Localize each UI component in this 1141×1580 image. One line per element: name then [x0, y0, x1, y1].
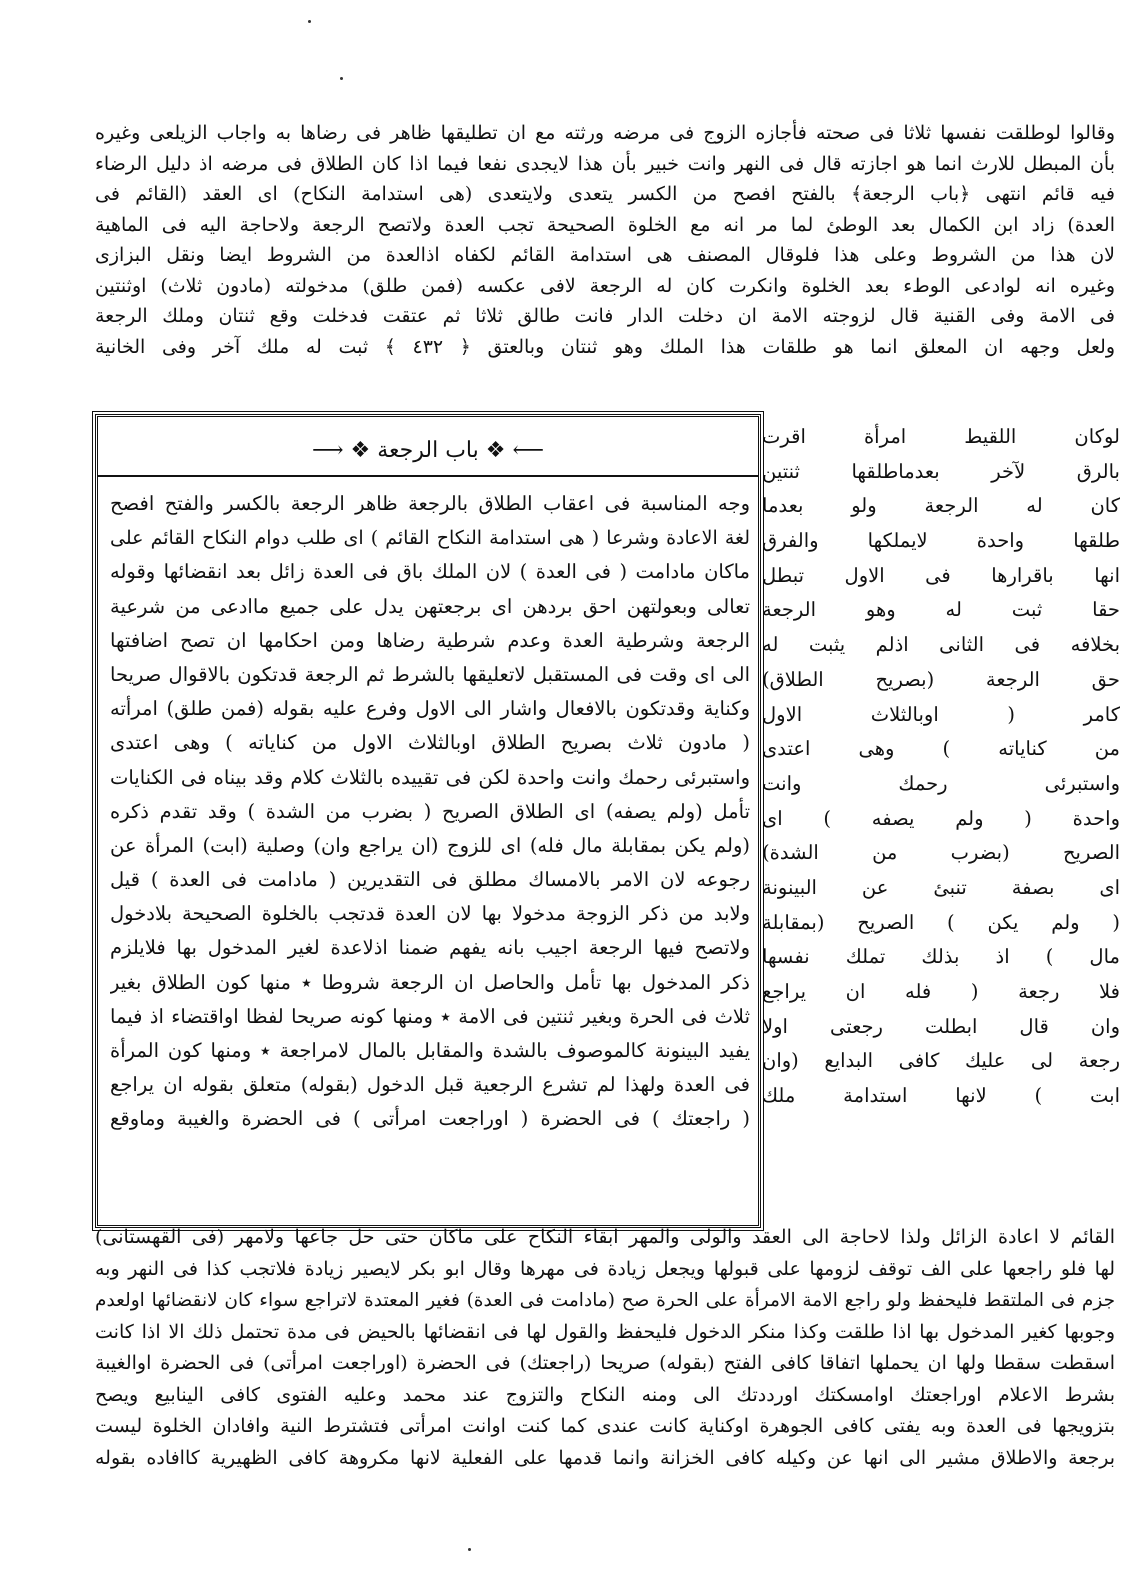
- text-line: ذكر المدخول بها تأمل والحاصل ان الرجعة شروطا ٭ منها كون الطلاق بغير: [110, 970, 750, 994]
- text-line: وكناية وقدتكون بالافعال واشار الى الاول وفرع عليه بقوله (فمن طلق) امرأته: [110, 697, 750, 721]
- text-line: ثلاث فى الحرة وبغير ثنتين فى الامة ٭ ومنها كونه صريحا لفظا اواقتضاء اذ فيما: [110, 1004, 750, 1028]
- text-line: واستبرئى رحمك وانت: [762, 771, 1120, 795]
- chapter-title: باب الرجعة: [377, 438, 479, 463]
- text-line: اسقطت سقطا ولها ان يحملها اتفاقا كافى الفتح (بقوله) صريحا (راجعتك) فى الحضرة (اوراجعت امرأتى) فى الحضرة اوالغيبة: [95, 1352, 1115, 1374]
- text-line: لوكان اللقيط امرأة اقرت: [762, 425, 1120, 448]
- text-line: ( راجعتك ) فى الحضرة ( اوراجعت امرأتى ) فى الحضرة والغيبة وماوقع: [110, 1107, 750, 1131]
- text-line: الرجعة وشرطية العدة وعدم شرطية رضاها ومن احكامها ان تصح اضافتها: [110, 628, 750, 652]
- text-line: بتزويجها فى العدة وبه يفتى كافى الجوهرة اوكناية كانت عندى كما كنت اوانت امرأتى فتشترط النية وافادان الخلوة ليست: [95, 1415, 1115, 1437]
- text-line: فيه قائم انتهى ﴿باب الرجعة﴾ بالفتح افصح من الكسر يتعدى ولايتعدى (هى استدامة النكاح) اى العقد (القائم فى: [95, 183, 1115, 205]
- text-line: وغيره انه لوادعى الوطء بعد الخلوة وانكرت كان له الرجعة لافى عكسه (فمن طلق) مدخولته (مادون ثلاث) اوثنتين: [95, 274, 1115, 297]
- text-line: بأن المبطل للارث انما هو اجازته قال فى النهر وانت خبير بأن هذا لايجدى نفعا فيما اذا كان الطلاق فى مرضه اذ دليل الرضاء: [95, 152, 1115, 175]
- text-line: وقالوا لوطلقت نفسها ثلاثا فى صحته فأجازه الزوج فى مرضه ورثته مع ان تطليقها ظاهر فى رضاها به واجاب الزيلعى وغيره: [95, 122, 1115, 144]
- text-line: ولاتصح فيها الرجعة اجيب بانه يفهم ضمنا اذلاعدة لغير المدخول بها فلايلزم: [110, 936, 750, 960]
- text-line: (ولم يكن بمقابلة مال فله) اى للزوج (ان يراجع وان) وصلية (ابت) المرأة عن: [110, 833, 750, 857]
- text-line: حق الرجعة (بصريح الطلاق): [762, 667, 1120, 691]
- text-line: اى بصفة تنبئ عن البينونة: [762, 875, 1120, 899]
- text-line: واستبرئى رحمك وانت واحدة لكن فى تقييده بالثلاث كلام وقد بيناه فى الكنايات: [110, 765, 750, 789]
- text-line: برجعة والاطلاق مشير الى انها عن وكيله كافى الخزانة وانما قدمها على الفعلية لانها مكروهة كافى الظهيرية كاافاده بقوله: [95, 1446, 1115, 1469]
- text-line: تعالى وبعولتهن احق بردهن اى برجعتهن يدل على جميع ماادعى من شرعية: [110, 594, 750, 618]
- text-line: ولعل وجهه ان المعلق انما هو طلقات هذا الملك وهو ثنتان وبالعتق ﴿ ٤٣٢ ﴾ ثبت له ملك آخر وفى الخانية: [95, 335, 1115, 358]
- text-line: طلقها واحدة لايملكها والفرق: [762, 529, 1120, 553]
- text-line: لها فلو راجعها على الف توقف لزومها على قبولها ويجعل زيادة فى مهرها وقال ابو بكر لايصير زيادة فلاتجب كذا فى النهر وبه: [95, 1257, 1115, 1280]
- text-line: بخلافه فى الثانى اذلم يثبت له: [762, 633, 1120, 657]
- text-line: فلا رجعة ( فله ان يراجع: [762, 980, 1120, 1003]
- text-line: تأمل (ولم يصفه) اى الطلاق الصريح ( بضرب من الشدة ) وقد تقدم ذكره: [110, 799, 750, 823]
- ornament-icon: ⟵ ❖: [478, 438, 544, 463]
- text-line: وان قال ابطلت رجعتى اولا: [762, 1014, 1120, 1038]
- text-line: ابت ) لانها استدامة ملك: [762, 1084, 1120, 1108]
- text-line: فى العدة ولهذا لم تشرع الرجعية قبل الدخول (بقوله) متعلق بقوله ان يراجع: [110, 1073, 750, 1097]
- text-line: وجوبها كغير المدخول بها اذا طلقت وكذا منكر الدخول فليحفظ والقول لها فى انقضائها بالحيض فى مدة تحتمل ذلك الا اذا كانت: [95, 1320, 1115, 1343]
- text-line: لان هذا من الشروط وعلى هذا فلوقال المصنف هى استدامة القائم لكفاه اذالعدة من الشروط ايضا ونقل البزازى: [95, 244, 1115, 266]
- text-line: جزم فى الملتقط فليحفظ ولو راجع الامة الامرأة على الحرة صح (مادامت فى العدة) فغير المعتدة لاتراجع سواء كان لانقضائها اولعدم: [95, 1290, 1115, 1311]
- ornament-icon: ❖ ⟶: [312, 438, 378, 463]
- chapter-header: [98, 427, 758, 477]
- text-line: حقا ثبت له وهو الرجعة: [762, 598, 1120, 622]
- text-line: مال ) اذ بذلك تملك نفسها: [762, 945, 1120, 969]
- text-line: ( مادون ثلاث بصريح الطلاق اوبالثلاث الاول من كناياته ) وهى اعتدى: [110, 731, 750, 755]
- speck: [308, 20, 311, 23]
- text-line: ( ولم يكن ) الصريح (بمقابلة: [762, 910, 1120, 934]
- text-line: كامر ( اوبالثلاث الاول: [762, 702, 1120, 726]
- speck: [340, 77, 343, 80]
- text-line: بالرق لآخر بعدماطلقها ثنتين: [762, 459, 1120, 483]
- main-text: [110, 487, 750, 1137]
- text-line: الى اى وقت فى المستقبل لاتعليقها بالشرط ثم الرجعة قدتكون بالاقوال صريحا: [110, 662, 750, 686]
- main-text-frame: [95, 414, 761, 1228]
- text-line: العدة) زاد ابن الكمال بعد الوطئ لما مر انه مع الخلوة الصحيحة تجب العدة ولاتصح الرجعة ولاحاجة اليه فى الماهية: [95, 213, 1115, 236]
- side-commentary: [762, 420, 1120, 1114]
- text-line: واحدة ( ولم يصفه ) اى: [762, 806, 1120, 830]
- top-commentary: [95, 118, 1115, 362]
- text-line: وجه المناسبة فى اعقاب الطلاق بالرجعة ظاهر الرجعة بالكسر والفتح افصح: [110, 492, 750, 515]
- text-line: من كناياته ) وهى اعتدى: [762, 737, 1120, 761]
- text-line: يفيد البينونة كالموصوف بالشدة والمقابل بالمال لامراجعة ٭ ومنها كون المرأة: [110, 1039, 750, 1062]
- bottom-commentary: [95, 1222, 1115, 1474]
- text-line: ماكان مادامت ( فى العدة ) لان الملك باق فى العدة زائل بعد انقضائها وقوله: [110, 560, 750, 584]
- text-line: الصريح (بضرب من الشدة): [762, 841, 1120, 865]
- speck: [468, 1548, 471, 1551]
- text-line: ولابد من ذكر الزوجة مدخولا بها لان العدة قدتجب بالخلوة الصحيحة بلادخول: [110, 902, 750, 926]
- text-line: لغة الاعادة وشرعا ( هى استدامة النكاح القائم ) اى طلب دوام النكاح القائم على: [110, 527, 750, 550]
- text-line: رجعة لى عليك كافى البدايع (وان: [762, 1049, 1120, 1073]
- text-line: بشرط الاعلام اوراجعتك اوامسكتك اورددتك الى ومنه النكاح والتزوج عند محمد وعليه الفتوى كافى الينابيع ويصح: [95, 1383, 1115, 1406]
- text-line: فى الامة وفى القنية قال لزوجته الامة ان دخلت الدار فانت طالق ثلاثا ثم عتقت فدخلت وقع ثنتان وملك الرجعة: [95, 305, 1115, 327]
- text-line: القائم لا اعادة الزائل ولذا لاحاجة الى العقد والولى والمهر ابقاء النكاح على ماكان حتى حل جاعها ولامهر (فى القهستانى): [95, 1226, 1115, 1248]
- text-line: كان له الرجعة ولو بعدما: [762, 494, 1120, 518]
- text-line: رجوعه لان الامر بالامساك مطلق فى التقديرين ( مادامت فى العدة ) قيل: [110, 868, 750, 892]
- text-line: انها باقرارها فى الاول تبطل: [762, 563, 1120, 587]
